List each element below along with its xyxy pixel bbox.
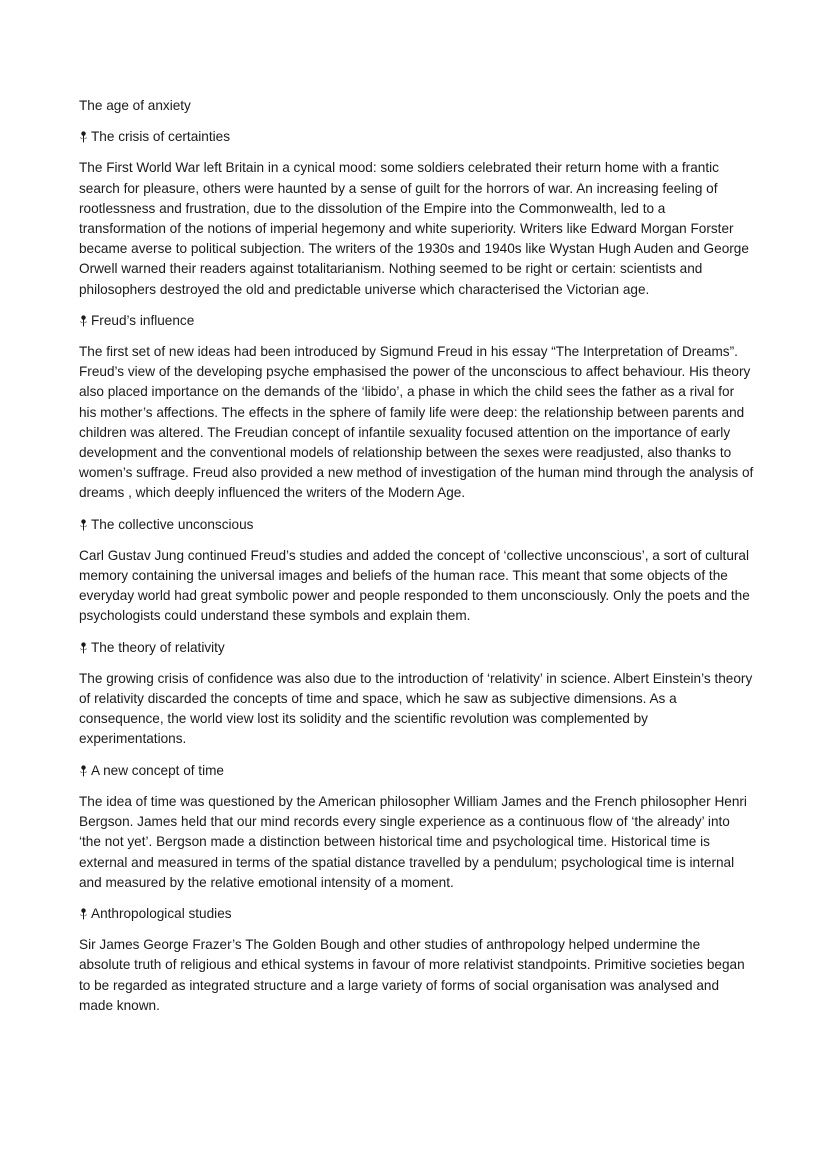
document-title: The age of anxiety <box>79 98 191 113</box>
flower-bullet-icon <box>79 519 88 531</box>
section-paragraph-anthropology: Sir James George Frazer’s The Golden Bough and other studies of anthropology helped undermine the absolute truth of religious and ethical systems in favour of more relativist standpoints. Primitive societies began to be regarded as integrated structure and a large variety of forms of social organisation was analysed and made known. <box>79 937 745 1013</box>
section-heading-freud <box>79 311 754 331</box>
section-heading-anthropology <box>79 904 754 924</box>
flower-bullet-icon <box>79 131 88 143</box>
section-heading-text: Freud’s influence <box>91 312 195 328</box>
section-paragraph-collective: Carl Gustav Jung continued Freud’s studies and added the concept of ‘collective unconscious’, a sort of cultural memory containing the universal images and beliefs of the human race. This meant that some objects of the everyday world had great symbolic power and people responded to them unconsciously. Only the poets and the psychologists could understand these symbols and explain them. <box>79 547 750 624</box>
flower-bullet-icon <box>79 642 88 654</box>
section-heading-text: The crisis of certainties <box>91 129 231 145</box>
section-paragraph-freud: The first set of new ideas had been introduced by Sigmund Freud in his essay “The Interpretation of Dreams”. Freud’s view of the developing psyche emphasised the power of the unconscious to affect behaviour. His theory also placed importance on the demands of the ‘libido’, a phase in which the child sees the father as a rival for his mother’s affections. The effects in the sphere of family life were deep: the relationship between parents and children was altered. The Freudian concept of infantile sexuality focused attention on the importance of early development and the conventional models of relationship between the sexes were readjusted, also thanks to women’s suffrage. Freud also provided a new method of investigation of the human mind through the analysis of dreams , which deeply influenced the writers of the Modern Age. <box>79 344 754 501</box>
section-heading-crisis <box>79 127 754 147</box>
section-paragraph-relativity: The growing crisis of confidence was also due to the introduction of ‘relativity’ in science. Albert Einstein’s theory of relativity discarded the concepts of time and space, which he saw as subjective dimensions. As a consequence, the world view lost its solidity and the scientific revolution was complemented by experimentations. <box>79 670 753 747</box>
section-heading-text: The collective unconscious <box>91 516 254 532</box>
section-heading-text: The theory of relativity <box>91 639 225 655</box>
flower-bullet-icon <box>79 908 88 920</box>
section-heading-text: A new concept of time <box>91 762 224 778</box>
document-page <box>79 96 754 1027</box>
flower-bullet-icon <box>79 765 88 777</box>
section-heading-relativity <box>79 638 754 658</box>
section-paragraph-time: The idea of time was questioned by the American philosopher William James and the French philosopher Henri Bergson. James held that our mind records every single experience as a continuous flow of ‘the already’ into ‘the not yet’. Bergson made a distinction between historical time and psychological time. Historical time is external and measured in terms of the spatial distance travelled by a pendulum; psychological time is internal and measured by the relative emotional intensity of a moment. <box>79 793 747 890</box>
flower-bullet-icon <box>79 315 88 327</box>
section-heading-collective <box>79 515 754 535</box>
section-heading-time <box>79 761 754 781</box>
section-paragraph-crisis: The First World War left Britain in a cynical mood: some soldiers celebrated their return home with a frantic search for pleasure, others were haunted by a sense of guilt for the horrors of war. An increasing feeling of rootlessness and frustration, due to the dissolution of the Empire into the Commonwealth, led to a transformation of the notions of imperial hegemony and white superiority. Writers like Edward Morgan Forster became averse to political subjection. The writers of the 1930s and 1940s like Wystan Hugh Auden and George Orwell warned their readers against totalitarianism. Nothing seemed to be right or certain: scientists and philosophers destroyed the old and predictable universe which characterised the Victorian age. <box>79 160 749 297</box>
section-heading-text: Anthropological studies <box>91 905 232 921</box>
